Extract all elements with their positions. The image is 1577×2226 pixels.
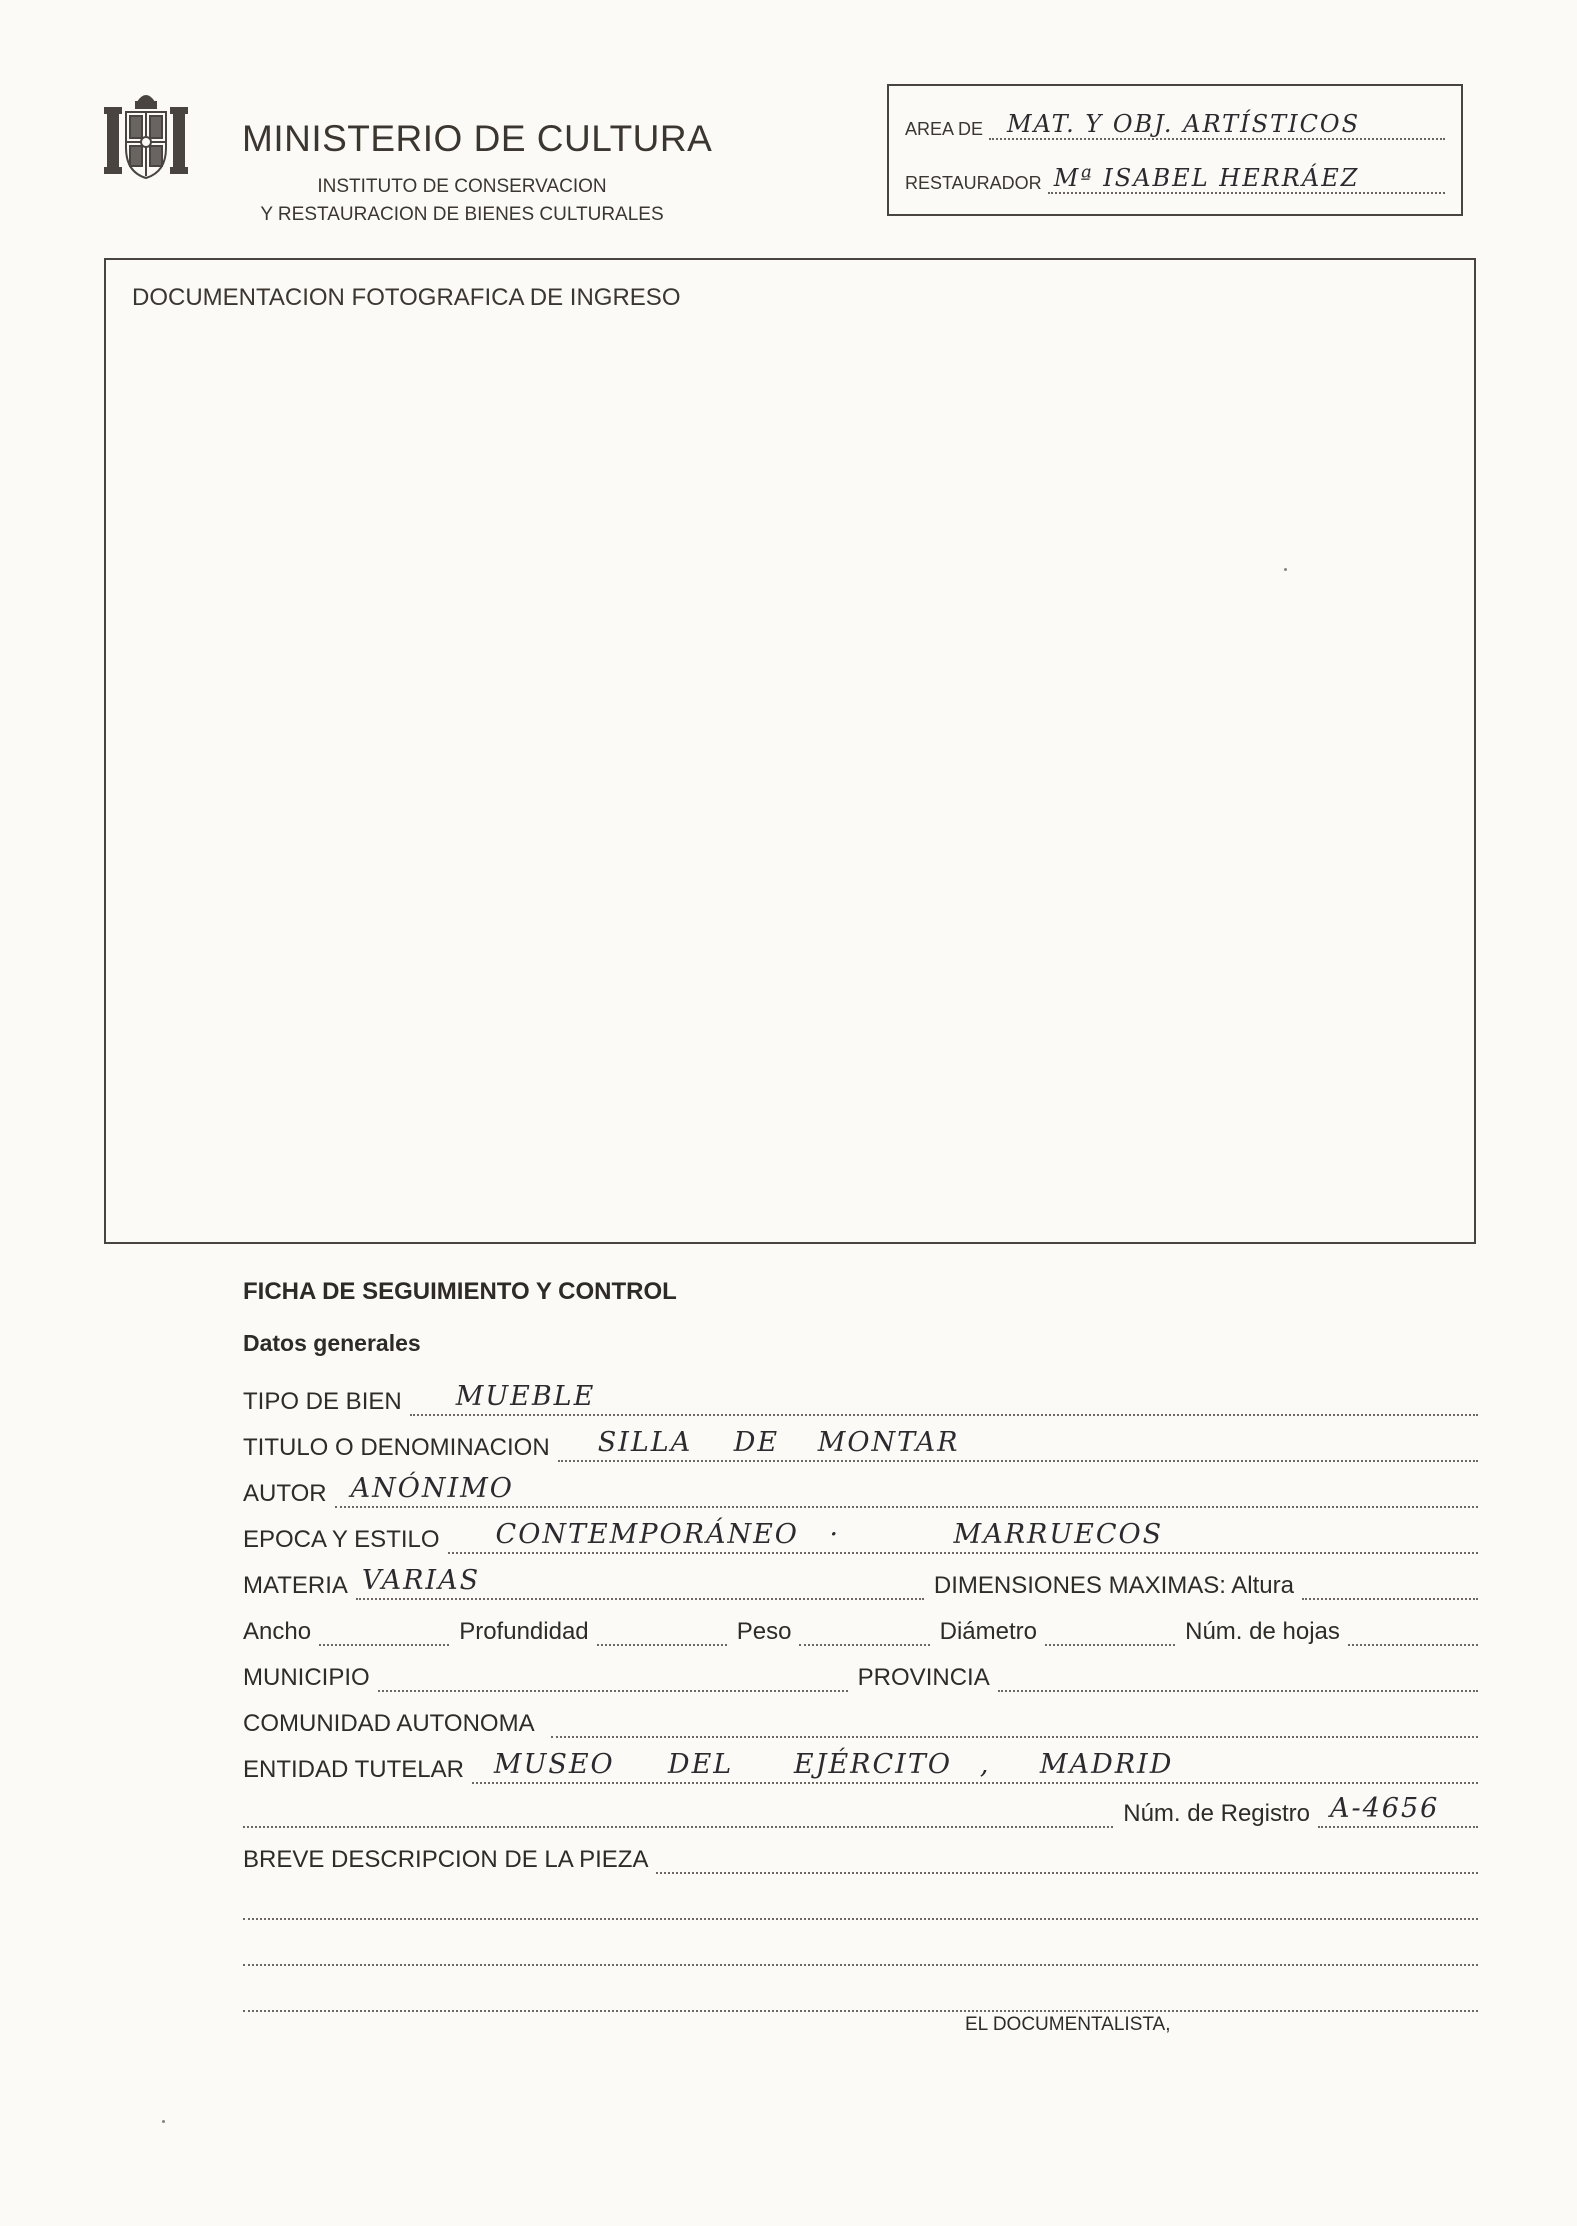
area-label: AREA DE — [905, 119, 984, 139]
entidad-field[interactable] — [472, 1749, 1478, 1784]
descripcion-label: BREVE DESCRIPCION DE LA PIEZA — [243, 1846, 649, 1873]
municipio-label: MUNICIPIO — [243, 1664, 370, 1691]
documentalista-label: EL DOCUMENTALISTA, — [965, 2014, 1171, 2035]
materia-row — [243, 1565, 1478, 1600]
descripcion-field[interactable] — [656, 1852, 1478, 1874]
epoca-label: EPOCA Y ESTILO — [243, 1526, 440, 1553]
paper-speck — [162, 2120, 165, 2123]
restaurador-value: Mª ISABEL HERRÁEZ — [1053, 164, 1360, 192]
provincia-field[interactable] — [998, 1670, 1478, 1692]
registro-row — [243, 1793, 1478, 1828]
municipio-field[interactable] — [378, 1670, 848, 1692]
paper-speck — [1284, 568, 1287, 571]
coat-of-arms-icon — [104, 88, 188, 180]
municipio-row — [243, 1662, 1478, 1692]
comunidad-row — [243, 1708, 1478, 1738]
restaurador-field[interactable] — [1048, 164, 1445, 194]
descripcion-line-3 — [243, 1936, 1478, 1966]
epoca-value-1: CONTEMPORÁNEO — [495, 1519, 799, 1550]
registro-value: A-4656 — [1330, 1793, 1440, 1824]
tipo-row — [243, 1381, 1478, 1416]
peso-label: Peso — [736, 1618, 792, 1645]
descripcion-field-2[interactable] — [243, 1898, 1478, 1920]
form-subtitle: Datos generales — [243, 1330, 421, 1356]
autor-field[interactable] — [335, 1473, 1478, 1508]
materia-value: VARIAS — [361, 1565, 481, 1596]
comunidad-label: COMUNIDAD AUTONOMA — [243, 1710, 535, 1737]
entidad-value-4: MADRID — [1039, 1749, 1174, 1780]
profundidad-label: Profundidad — [459, 1618, 589, 1645]
tipo-field[interactable] — [410, 1381, 1478, 1416]
area-row — [905, 110, 1445, 140]
materia-field[interactable] — [356, 1565, 924, 1600]
restaurador-row — [905, 164, 1445, 194]
comunidad-field[interactable] — [551, 1716, 1478, 1738]
titulo-label: TITULO O DENOMINACION — [243, 1434, 550, 1461]
autor-value: ANÓNIMO — [350, 1473, 514, 1504]
epoca-value-2: MARRUECOS — [953, 1519, 1164, 1550]
entidad-value-2: DEL — [667, 1749, 734, 1780]
profundidad-field[interactable] — [597, 1624, 727, 1646]
entidad-value-1: MUSEO — [493, 1749, 615, 1780]
entidad-row — [243, 1749, 1478, 1784]
epoca-value-separator: · — [829, 1519, 841, 1550]
hojas-field[interactable] — [1348, 1624, 1478, 1646]
entidad-label: ENTIDAD TUTELAR — [243, 1756, 464, 1783]
photo-documentation-frame — [104, 258, 1476, 1244]
entidad-value-separator: , — [979, 1749, 991, 1780]
titulo-value-2: DE — [733, 1427, 780, 1458]
altura-field[interactable] — [1302, 1578, 1478, 1600]
entidad-continuation-field[interactable] — [243, 1806, 1113, 1828]
area-field[interactable] — [989, 110, 1445, 140]
descripcion-line-4 — [243, 1982, 1478, 2012]
form-title: FICHA DE SEGUIMIENTO Y CONTROL — [243, 1278, 677, 1305]
provincia-label: PROVINCIA — [857, 1664, 990, 1691]
hojas-label: Núm. de hojas — [1185, 1618, 1340, 1645]
descripcion-field-3[interactable] — [243, 1944, 1478, 1966]
diametro-field[interactable] — [1045, 1624, 1175, 1646]
photo-section-title: DOCUMENTACION FOTOGRAFICA DE INGRESO — [132, 284, 681, 311]
titulo-row — [243, 1427, 1478, 1462]
registro-field[interactable] — [1318, 1793, 1478, 1828]
ancho-label: Ancho — [243, 1618, 312, 1645]
peso-field[interactable] — [799, 1624, 929, 1646]
tipo-label: TIPO DE BIEN — [243, 1388, 402, 1415]
medidas-row — [243, 1616, 1478, 1646]
materia-label: MATERIA — [243, 1572, 348, 1599]
area-value: MAT. Y OBJ. ARTÍSTICOS — [1007, 110, 1361, 138]
dimensiones-label: DIMENSIONES MAXIMAS: Altura — [933, 1572, 1294, 1599]
institute-name-line-1: INSTITUTO DE CONSERVACION — [317, 176, 607, 197]
ministry-title: MINISTERIO DE CULTURA — [242, 118, 713, 159]
descripcion-line-2 — [243, 1890, 1478, 1920]
descripcion-field-4[interactable] — [243, 1990, 1478, 2012]
epoca-field[interactable] — [448, 1519, 1478, 1554]
institute-name-line-2: Y RESTAURACION DE BIENES CULTURALES — [260, 204, 664, 225]
epoca-row — [243, 1519, 1478, 1554]
diametro-label: Diámetro — [939, 1618, 1037, 1645]
titulo-value-3: MONTAR — [817, 1427, 960, 1458]
area-restaurador-box — [887, 84, 1463, 216]
titulo-value-1: SILLA — [597, 1427, 693, 1458]
registro-label: Núm. de Registro — [1123, 1800, 1310, 1827]
autor-label: AUTOR — [243, 1480, 327, 1507]
tipo-value: MUEBLE — [455, 1381, 596, 1412]
restaurador-label: RESTAURADOR — [905, 173, 1042, 193]
ancho-field[interactable] — [319, 1624, 449, 1646]
autor-row — [243, 1473, 1478, 1508]
entidad-value-3: EJÉRCITO — [793, 1749, 952, 1780]
titulo-field[interactable] — [558, 1427, 1478, 1462]
descripcion-row — [243, 1844, 1478, 1874]
